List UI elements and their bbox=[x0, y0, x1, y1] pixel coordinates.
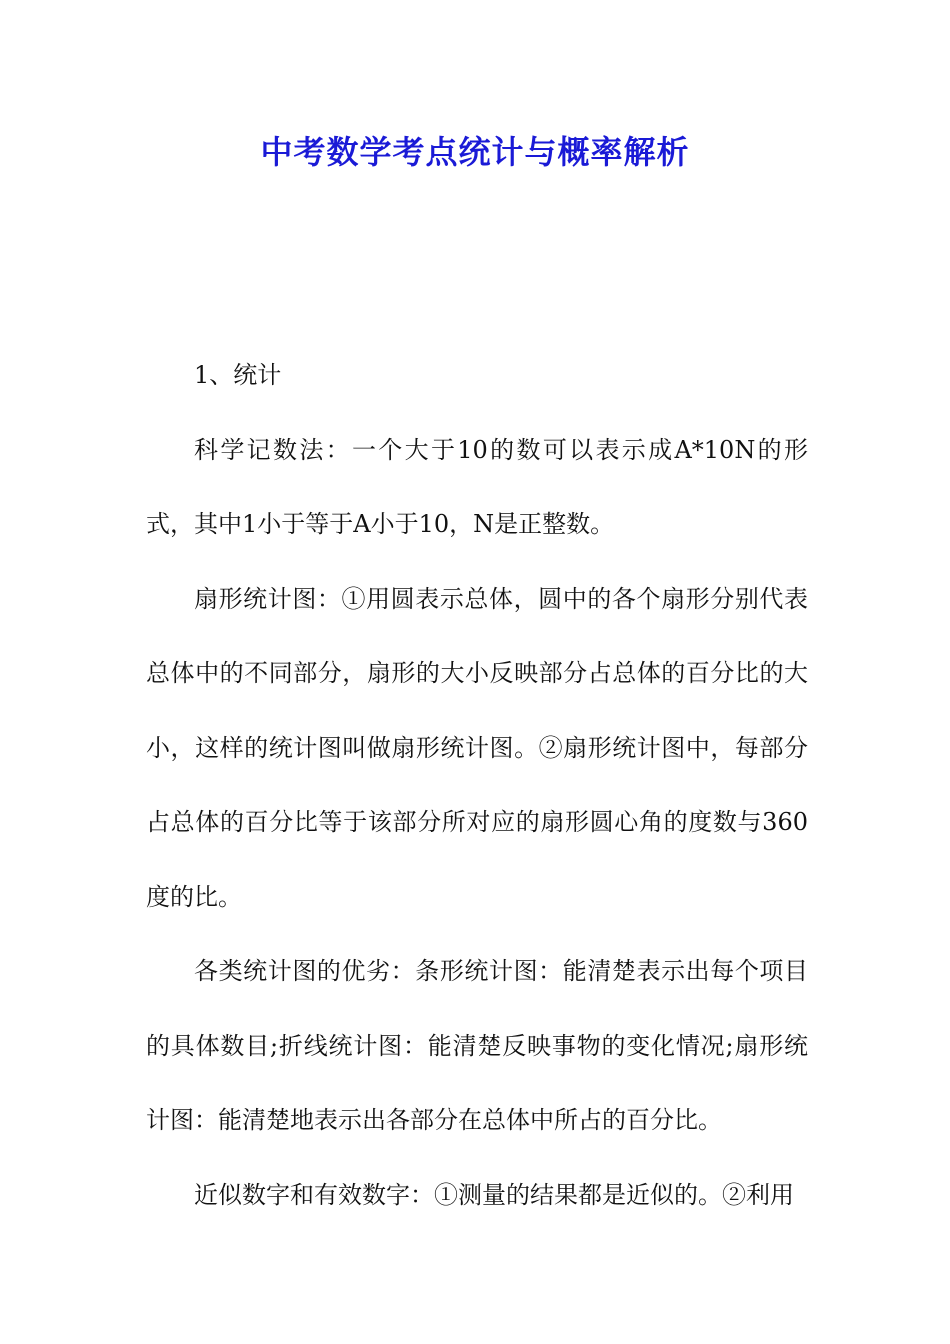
paragraph-pie-chart: 扇形统计图：①用圆表示总体，圆中的各个扇形分别代表总体中的不同部分，扇形的大小反映部分占总体的百分比的大小，这样的统计图叫做扇形统计图。②扇形统计图中，每部分占总体的百分比等于该部分所对应的扇形圆心角的度数与360度的比。 bbox=[146, 584, 808, 911]
document-title: 中考数学考点统计与概率解析 bbox=[260, 133, 690, 171]
paragraph-approximate-numbers: 近似数字和有效数字：①测量的结果都是近似的。②利用 bbox=[194, 1180, 794, 1209]
section-heading-statistics: 1、统计 bbox=[194, 361, 282, 389]
document-body bbox=[146, 338, 808, 1232]
paragraph-scientific-notation: 科学记数法：一个大于10的数可以表示成A*10N的形式，其中1小于等于A小于10，N是正整数。 bbox=[146, 435, 808, 538]
paragraph-chart-comparison: 各类统计图的优劣：条形统计图：能清楚表示出每个项目的具体数目;折线统计图：能清楚反映事物的变化情况;扇形统计图：能清楚地表示出各部分在总体中所占的百分比。 bbox=[146, 957, 808, 1134]
